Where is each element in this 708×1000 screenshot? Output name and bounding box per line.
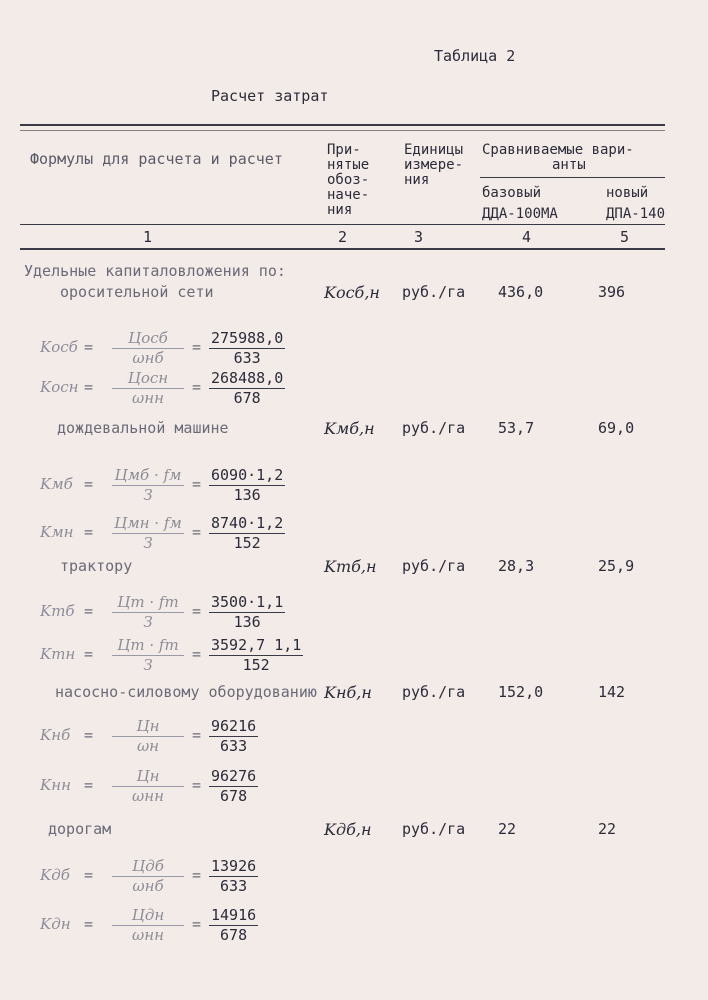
formula-symbolic-fraction xyxy=(112,370,184,407)
formula-equals-2: = xyxy=(192,602,202,620)
formula-equals-2: = xyxy=(192,726,202,744)
row-new-value: 142 xyxy=(598,683,626,701)
numbers-rule-bottom xyxy=(20,248,665,250)
col-number-4: 4 xyxy=(522,228,532,246)
row-base-value: 53,7 xyxy=(498,419,535,437)
formula-equals-2: = xyxy=(192,915,202,933)
header-col5: новый ДПА-140 xyxy=(606,185,666,222)
formula-symbolic-denominator: ωнн xyxy=(132,389,164,407)
formula-numerator: 3500·1,1 xyxy=(211,593,284,611)
formula-numeric-fraction xyxy=(209,637,303,674)
formula-symbolic-fraction xyxy=(112,594,184,631)
formula-symbolic-fraction xyxy=(112,768,184,805)
formula-numeric-fraction xyxy=(209,594,285,631)
formula-numeric-fraction xyxy=(209,330,285,367)
formula-symbolic-denominator: З xyxy=(143,656,153,674)
formula-equals-1: = xyxy=(84,776,94,794)
header-sub-rule xyxy=(480,177,665,178)
formula-symbolic-numerator: Цн xyxy=(112,718,184,737)
formula-denominator: 678 xyxy=(233,389,261,407)
header-col3: Единицы измере- ния xyxy=(404,142,464,188)
formula-equals-1: = xyxy=(84,726,94,744)
formula-lhs: Kмб xyxy=(40,475,73,493)
formula-symbolic-fraction xyxy=(112,515,184,552)
formula-equals-2: = xyxy=(192,338,202,356)
row-symbol: Kмб,н xyxy=(324,419,375,438)
formula-equals-2: = xyxy=(192,523,202,541)
header-col1: Формулы для расчета и расчет xyxy=(30,150,283,168)
formula-symbolic-denominator: ωнб xyxy=(132,877,164,895)
row-symbol: Kосб,н xyxy=(324,283,380,302)
formula-symbolic-fraction xyxy=(112,637,184,674)
formula-numeric-fraction xyxy=(209,370,285,407)
formula-symbolic-numerator: Цн xyxy=(112,768,184,787)
formula-lhs: Kосб xyxy=(40,338,78,356)
col-number-2: 2 xyxy=(338,228,348,246)
formula-symbolic-denominator: З xyxy=(143,486,153,504)
row-symbol: Kдб,н xyxy=(324,820,372,839)
row-base-value: 22 xyxy=(498,820,517,838)
row-label: дождевальной машине xyxy=(57,419,229,437)
formula-symbolic-fraction xyxy=(112,467,184,504)
formula-lhs: Kдб xyxy=(40,866,70,884)
formula-symbolic-numerator: Цдн xyxy=(112,907,184,926)
formula-numeric-fraction xyxy=(209,858,258,895)
formula-numerator: 13926 xyxy=(211,857,257,875)
formula-symbolic-fraction xyxy=(112,858,184,895)
formula-denominator: 136 xyxy=(233,613,261,631)
formula-equals-1: = xyxy=(84,866,94,884)
col-number-1: 1 xyxy=(143,228,153,246)
row-unit: руб./га xyxy=(402,683,466,701)
formula-equals-2: = xyxy=(192,645,202,663)
row-label: дорогам xyxy=(48,820,112,838)
row-new-value: 69,0 xyxy=(598,419,635,437)
formula-symbolic-denominator: ωнн xyxy=(132,926,164,944)
formula-numeric-fraction xyxy=(209,467,285,504)
formula-numeric-fraction xyxy=(209,515,285,552)
row-base-value: 436,0 xyxy=(498,283,544,301)
formula-numerator: 268488,0 xyxy=(211,369,284,387)
formula-equals-1: = xyxy=(84,338,94,356)
formula-lhs: Kнн xyxy=(40,776,71,794)
formula-equals-2: = xyxy=(192,866,202,884)
col-number-3: 3 xyxy=(414,228,424,246)
formula-denominator: 678 xyxy=(220,787,248,805)
row-symbol: Kнб,н xyxy=(324,683,372,702)
formula-denominator: 633 xyxy=(233,349,261,367)
formula-denominator: 633 xyxy=(220,737,248,755)
row-base-value: 152,0 xyxy=(498,683,544,701)
formula-equals-1: = xyxy=(84,602,94,620)
formula-numerator: 96276 xyxy=(211,767,257,785)
row-unit: руб./га xyxy=(402,820,466,838)
formula-symbolic-denominator: ωнб xyxy=(132,349,164,367)
formula-equals-1: = xyxy=(84,475,94,493)
row-label: трактору xyxy=(60,557,133,575)
row-new-value: 396 xyxy=(598,283,626,301)
row-label: насосно-силовому оборудованию xyxy=(55,683,317,701)
formula-symbolic-numerator: Цмб · fм xyxy=(112,467,184,486)
top-rule xyxy=(20,124,665,126)
formula-denominator: 678 xyxy=(220,926,248,944)
formula-lhs: Kтб xyxy=(40,602,75,620)
formula-symbolic-fraction xyxy=(112,330,184,367)
col-number-5: 5 xyxy=(620,228,630,246)
row-new-value: 25,9 xyxy=(598,557,635,575)
row-new-value: 22 xyxy=(598,820,617,838)
formula-numerator: 6090·1,2 xyxy=(211,466,284,484)
formula-numerator: 275988,0 xyxy=(211,329,284,347)
formula-numerator: 96216 xyxy=(211,717,257,735)
formula-symbolic-numerator: Цдб xyxy=(112,858,184,877)
header-col4: базовый ДДА-100МА xyxy=(482,185,558,222)
formula-lhs: Kнб xyxy=(40,726,71,744)
row-unit: руб./га xyxy=(402,283,466,301)
row-symbol: Kтб,н xyxy=(324,557,377,576)
row-unit: руб./га xyxy=(402,419,466,437)
formula-symbolic-denominator: З xyxy=(143,534,153,552)
formula-equals-1: = xyxy=(84,915,94,933)
formula-equals-2: = xyxy=(192,776,202,794)
formula-symbolic-numerator: Цосб xyxy=(112,330,184,349)
formula-symbolic-denominator: ωнн xyxy=(132,787,164,805)
formula-equals-1: = xyxy=(84,378,94,396)
formula-symbolic-numerator: Цосн xyxy=(112,370,184,389)
formula-lhs: Kмн xyxy=(40,523,74,541)
row-unit: руб./га xyxy=(402,557,466,575)
formula-denominator: 633 xyxy=(220,877,248,895)
formula-denominator: 152 xyxy=(233,534,261,552)
formula-equals-1: = xyxy=(84,523,94,541)
formula-numeric-fraction xyxy=(209,907,258,944)
formula-denominator: 152 xyxy=(242,656,270,674)
formula-symbolic-fraction xyxy=(112,907,184,944)
table-title: Расчет затрат xyxy=(211,87,329,105)
formula-equals-1: = xyxy=(84,645,94,663)
formula-denominator: 136 xyxy=(233,486,261,504)
formula-symbolic-denominator: З xyxy=(143,613,153,631)
formula-numerator: 14916 xyxy=(211,906,257,924)
section-title: Удельные капиталовложения по: xyxy=(24,262,286,280)
formula-numerator: 3592,7 1,1 xyxy=(211,636,302,654)
formula-numeric-fraction xyxy=(209,718,258,755)
formula-symbolic-numerator: Цт · fт xyxy=(112,594,184,613)
table-label: Таблица 2 xyxy=(434,47,516,65)
formula-numeric-fraction xyxy=(209,768,258,805)
formula-equals-2: = xyxy=(192,378,202,396)
header-col2: При- нятые обоз- наче- ния xyxy=(327,142,370,218)
numbers-rule-top xyxy=(20,224,665,225)
formula-symbolic-denominator: ωн xyxy=(136,737,160,755)
top-rule-inner xyxy=(20,130,665,131)
formula-symbolic-numerator: Цт · fт xyxy=(112,637,184,656)
formula-symbolic-numerator: Цмн · fм xyxy=(112,515,184,534)
header-compared: Сравниваемые вари- анты xyxy=(482,142,634,173)
formula-numerator: 8740·1,2 xyxy=(211,514,284,532)
row-label: оросительной сети xyxy=(60,283,214,301)
formula-symbolic-fraction xyxy=(112,718,184,755)
formula-lhs: Kтн xyxy=(40,645,76,663)
formula-lhs: Kосн xyxy=(40,378,79,396)
formula-equals-2: = xyxy=(192,475,202,493)
row-base-value: 28,3 xyxy=(498,557,535,575)
formula-lhs: Kдн xyxy=(40,915,71,933)
